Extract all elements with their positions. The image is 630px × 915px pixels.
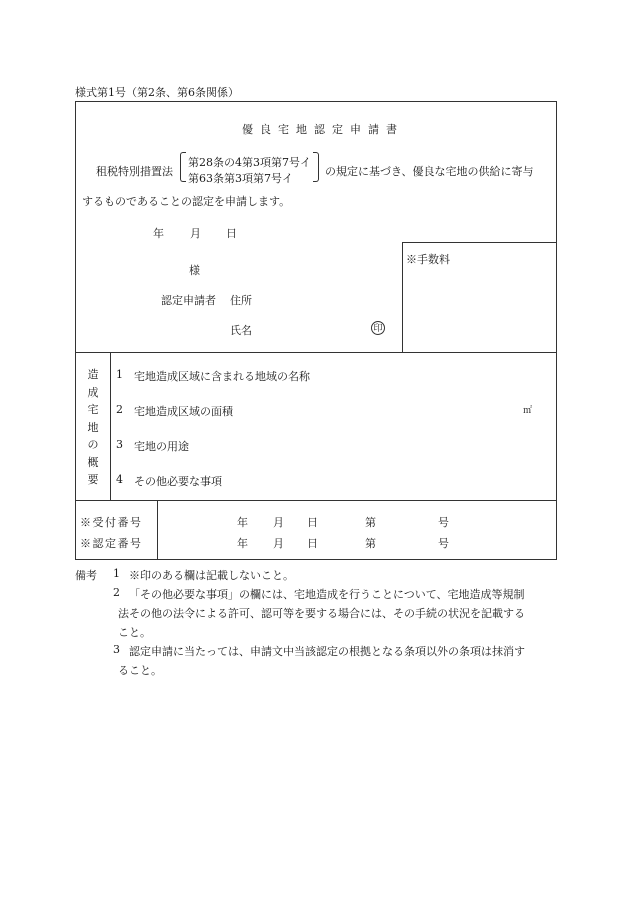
certification-dai: 第 <box>365 537 376 550</box>
fee-box-top-border <box>402 242 557 243</box>
seal-mark: 印 <box>371 321 385 335</box>
overview-item-4-text: その他必要な事項 <box>134 475 222 488</box>
note-3-line-2: ること。 <box>118 664 162 677</box>
address-label: 住所 <box>230 294 252 307</box>
name-label: 氏名 <box>230 324 252 337</box>
certification-label: ※認定番号 <box>80 537 143 550</box>
note-1-line-1: ※印のある欄は記載しないこと。 <box>129 569 294 582</box>
overview-item-3-text: 宅地の用途 <box>134 440 189 453</box>
reception-day: 日 <box>307 516 318 529</box>
note-2-line-3: こと。 <box>118 626 151 639</box>
overview-item-2-num: 2 <box>116 403 123 416</box>
note-2-num: 2 <box>113 586 120 599</box>
fee-box-left-border <box>402 242 403 352</box>
reception-month: 月 <box>273 516 284 529</box>
applicant-label: 認定申請者 <box>161 294 216 307</box>
area-unit: ㎡ <box>523 406 533 416</box>
overview-item-1-text: 宅地造成区域に含まれる地域の名称 <box>134 370 310 383</box>
overview-divider <box>110 352 111 500</box>
note-2-line-1: 「その他必要な事項」の欄には、宅地造成を行うことについて、宅地造成等規制 <box>129 588 525 601</box>
law-name: 租税特別措置法 <box>96 165 173 178</box>
right-bracket <box>313 152 319 182</box>
reception-label: ※受付番号 <box>80 516 143 529</box>
reception-dai: 第 <box>365 516 376 529</box>
note-3-num: 3 <box>113 643 120 656</box>
form-title: 優良宅地認定申請書 <box>242 123 404 136</box>
law-clause-2: 第63条第3項第7号イ <box>188 172 293 185</box>
body-line-2: するものであることの認定を申請します。 <box>82 195 291 208</box>
law-clause-1: 第28条の4第3項第7号イ <box>188 156 311 169</box>
certification-day: 日 <box>307 537 318 550</box>
form-number-label: 様式第1号（第2条、第6条関係） <box>75 86 239 99</box>
numbers-top-border <box>75 500 557 501</box>
body-line-1: の規定に基づき、優良な宅地の供給に寄与 <box>325 165 534 178</box>
overview-item-3-num: 3 <box>116 438 123 451</box>
fee-label: ※手数料 <box>406 253 450 266</box>
note-2-line-2: 法その他の法令による許可、認可等を要する場合には、その手続の状況を記載する <box>118 607 525 620</box>
date-month: 月 <box>190 227 201 240</box>
reception-go: 号 <box>438 516 449 529</box>
left-bracket <box>180 152 186 182</box>
notes-heading: 備考 <box>75 569 97 582</box>
certification-month: 月 <box>273 537 284 550</box>
overview-item-2-text: 宅地造成区域の面積 <box>134 405 233 418</box>
date-day: 日 <box>226 227 237 240</box>
certification-go: 号 <box>438 537 449 550</box>
overview-item-1-num: 1 <box>116 368 123 381</box>
date-year: 年 <box>153 227 164 240</box>
numbers-divider <box>157 500 158 560</box>
overview-item-4-num: 4 <box>116 473 123 486</box>
overview-heading: 造成宅地の概要 <box>87 368 99 486</box>
overview-top-border <box>75 352 557 353</box>
note-3-line-1: 認定申請に当たっては、申請文中当該認定の根拠となる条項以外の条項は抹消す <box>129 645 525 658</box>
note-1-num: 1 <box>113 567 120 580</box>
reception-year: 年 <box>237 516 248 529</box>
certification-year: 年 <box>237 537 248 550</box>
addressee-suffix: 様 <box>189 264 200 277</box>
